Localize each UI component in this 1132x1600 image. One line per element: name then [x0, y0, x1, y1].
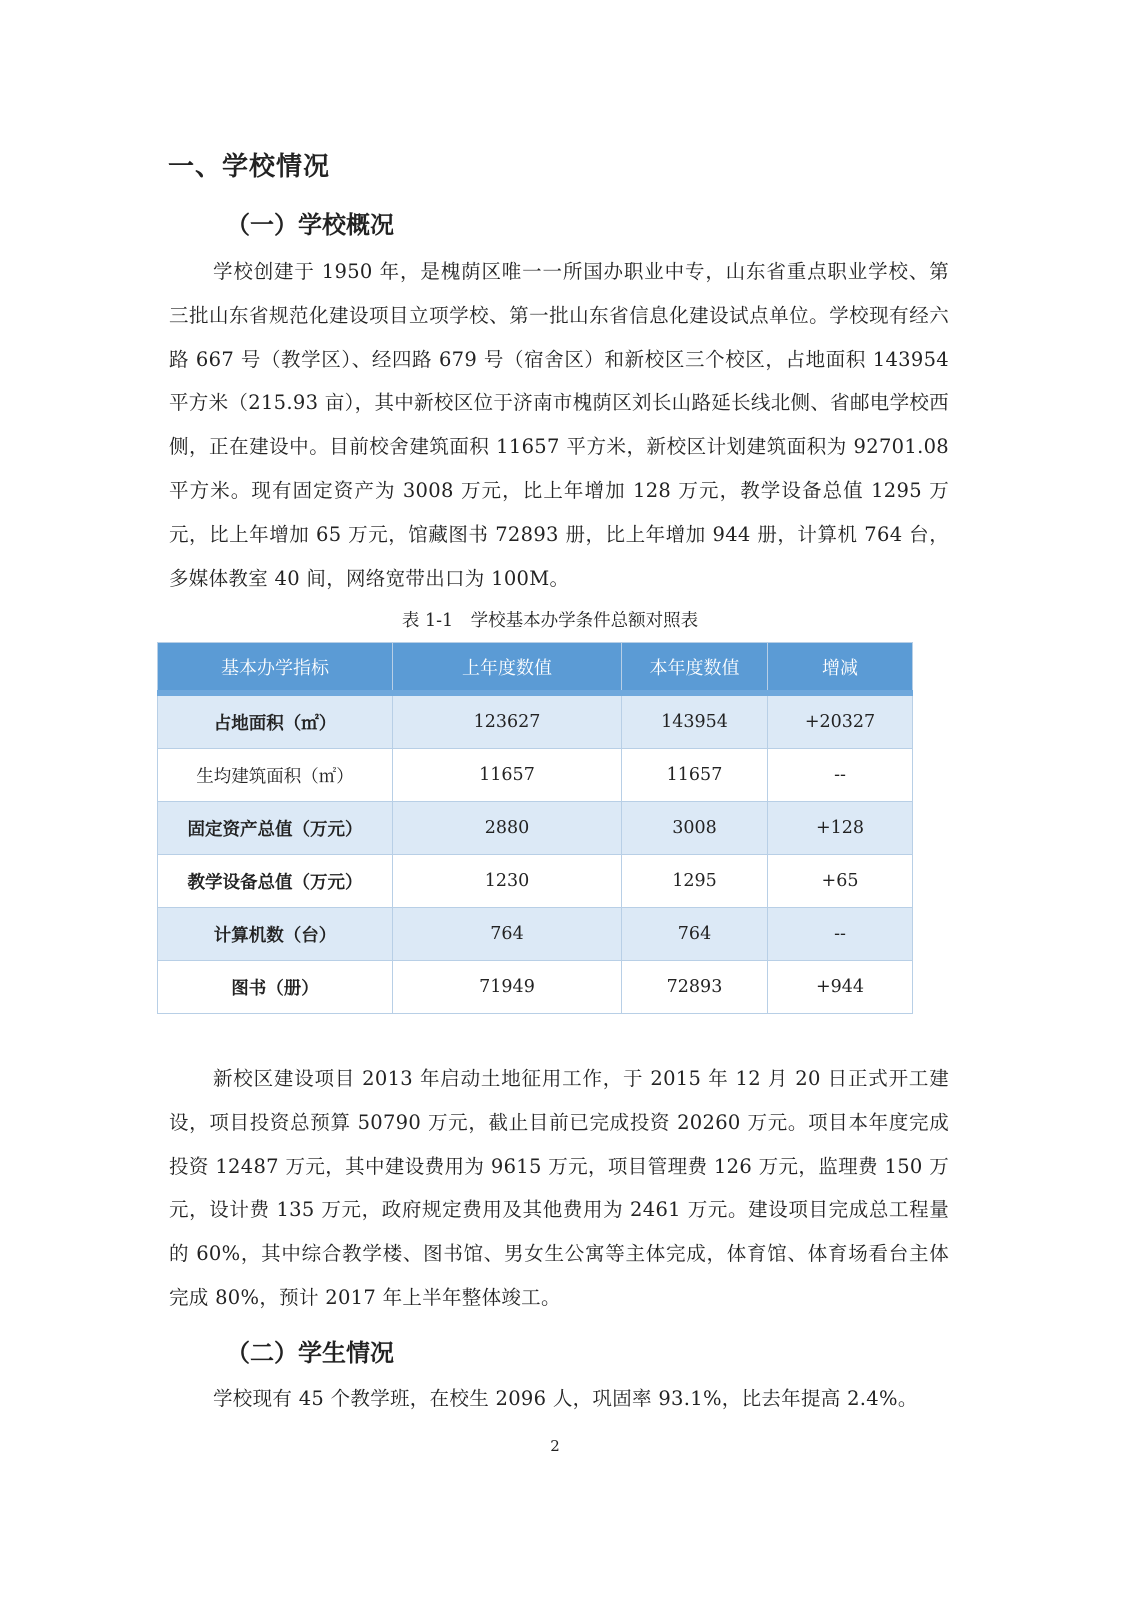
row-label: 固定资产总值（万元）: [158, 802, 393, 855]
prev-value: 71949: [393, 961, 622, 1014]
paragraph-students: 学校现有 45 个教学班，在校生 2096 人，巩固率 93.1%，比去年提高 2.4%。: [213, 1387, 918, 1410]
row-label: 教学设备总值（万元）: [158, 855, 393, 908]
diff-value: --: [768, 749, 913, 802]
header-current-year: 本年度数值: [622, 643, 768, 694]
row-label: 占地面积（㎡）: [158, 693, 393, 749]
table-row: [158, 693, 913, 749]
header-change: 增减: [768, 643, 913, 694]
diff-value: +944: [768, 961, 913, 1014]
prev-value: 2880: [393, 802, 622, 855]
section-heading: 一、学校情况: [168, 152, 331, 182]
diff-value: +65: [768, 855, 913, 908]
curr-value: 143954: [622, 693, 768, 749]
subsection-heading-students: （二）学生情况: [226, 1339, 394, 1367]
subsection-heading-overview: （一）学校概况: [226, 211, 394, 239]
paragraph-new-campus: 新校区建设项目 2013 年启动土地征用工作，于 2015 年 12 月 20 日正式开工建设，项目投资总预算 50790 万元，截止目前已完成投资 20260 万元。项目本年度完成投资 12487 万元，其中建设费用为 9615 万元，项目管理费 126 万元，监理费 150 万元，设计费 135 万元，政府规定费用及其他费用为 2461 万元。建设项目完成总工程量的 60%，其中综合教学楼、图书馆、男女生公寓等主体完成，体育馆、体育场看台主体完成 80%，预计 2017 年上半年整体竣工。: [169, 1067, 949, 1309]
table-row: [158, 802, 913, 855]
row-label: 生均建筑面积（㎡）: [158, 749, 393, 802]
diff-value: +128: [768, 802, 913, 855]
header-previous-year: 上年度数值: [393, 643, 622, 694]
header-indicator: 基本办学指标: [158, 643, 393, 694]
curr-value: 3008: [622, 802, 768, 855]
prev-value: 764: [393, 908, 622, 961]
prev-value: 1230: [393, 855, 622, 908]
prev-value: 123627: [393, 693, 622, 749]
row-label: 图书（册）: [158, 961, 393, 1014]
row-label: 计算机数（台）: [158, 908, 393, 961]
table-header-row: [158, 643, 913, 694]
paragraph-school-overview: 学校创建于 1950 年，是槐荫区唯一一所国办职业中专，山东省重点职业学校、第三批山东省规范化建设项目立项学校、第一批山东省信息化建设试点单位。学校现有经六路 667 号（教学区）、经四路 679 号（宿舍区）和新校区三个校区，占地面积 143954 平方米（215.93 亩），其中新校区位于济南市槐荫区刘长山路延长线北侧、省邮电学校西侧，正在建设中。目前校舍建筑面积 11657 平方米，新校区计划建筑面积为 92701.08 平方米。现有固定资产为 3008 万元，比上年增加 128 万元，教学设备总值 1295 万元，比上年增加 65 万元，馆藏图书 72893 册，比上年增加 944 册，计算机 764 台，多媒体教室 40 间，网络宽带出口为 100M。: [169, 260, 949, 590]
table-caption: 表 1-1 学校基本办学条件总额对照表: [401, 611, 699, 631]
curr-value: 72893: [622, 961, 768, 1014]
diff-value: --: [768, 908, 913, 961]
curr-value: 764: [622, 908, 768, 961]
diff-value: +20327: [768, 693, 913, 749]
page-number: 2: [550, 1437, 560, 1455]
prev-value: 11657: [393, 749, 622, 802]
conditions-table: [157, 642, 913, 1014]
table-row: [158, 855, 913, 908]
curr-value: 11657: [622, 749, 768, 802]
table-row: [158, 749, 913, 802]
table-row: [158, 961, 913, 1014]
curr-value: 1295: [622, 855, 768, 908]
table-row: [158, 908, 913, 961]
